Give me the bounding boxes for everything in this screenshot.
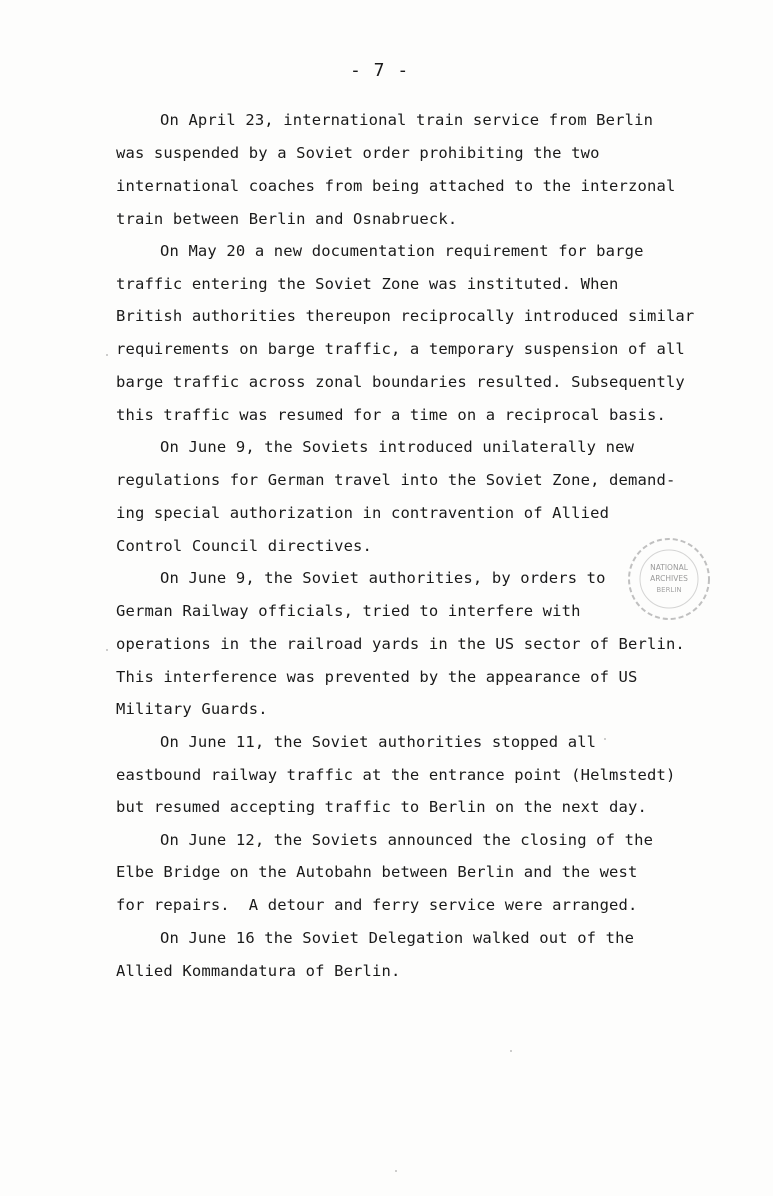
text-line: requirements on barge traffic, a temporary suspension of all: [116, 340, 685, 358]
archive-stamp: [626, 536, 712, 622]
text-line: but resumed accepting traffic to Berlin on the next day.: [116, 798, 647, 816]
text-line: On June 16 the Soviet Delegation walked out of the: [160, 929, 635, 947]
text-line: British authorities thereupon reciprocally introduced similar: [116, 307, 695, 325]
paper-speck: [106, 354, 108, 356]
text-line: eastbound railway traffic at the entrance point (Helmstedt): [116, 766, 676, 784]
text-line: train between Berlin and Osnabrueck.: [116, 210, 458, 228]
stamp-text-line: NATIONAL: [650, 563, 688, 572]
text-line: operations in the railroad yards in the US sector of Berlin.: [116, 635, 685, 653]
text-line: international coaches from being attached to the interzonal: [116, 177, 676, 195]
text-line: This interference was prevented by the appearance of US: [116, 668, 638, 686]
text-line: On April 23, international train service from Berlin: [160, 111, 654, 129]
paper-speck: [106, 649, 108, 651]
page-number: - 7 -: [350, 60, 410, 81]
paper-speck: [395, 1170, 397, 1172]
text-line: barge traffic across zonal boundaries resulted. Subsequently: [116, 373, 685, 391]
text-line: regulations for German travel into the Soviet Zone, demand-: [116, 471, 676, 489]
text-line: traffic entering the Soviet Zone was instituted. When: [116, 275, 619, 293]
text-line: Military Guards.: [116, 700, 268, 718]
stamp-text-line: BERLIN: [656, 586, 682, 594]
text-line: German Railway officials, tried to interfere with: [116, 602, 581, 620]
text-line: On June 9, the Soviets introduced unilaterally new: [160, 438, 635, 456]
text-line: was suspended by a Soviet order prohibiting the two: [116, 144, 600, 162]
stamp-text-line: ARCHIVES: [650, 574, 688, 583]
paper-speck: [510, 1050, 512, 1052]
text-line: ing special authorization in contravention of Allied: [116, 504, 610, 522]
text-line: On June 12, the Soviets announced the closing of the: [160, 831, 654, 849]
text-line: this traffic was resumed for a time on a reciprocal basis.: [116, 406, 666, 424]
text-line: On May 20 a new documentation requirement for barge: [160, 242, 644, 260]
text-line: Allied Kommandatura of Berlin.: [116, 962, 401, 980]
text-line: Elbe Bridge on the Autobahn between Berlin and the west: [116, 863, 638, 881]
text-line: for repairs. A detour and ferry service were arranged.: [116, 896, 638, 914]
paper-speck: [604, 738, 606, 740]
text-line: On June 9, the Soviet authorities, by orders to: [160, 569, 606, 587]
text-line: Control Council directives.: [116, 537, 373, 555]
text-line: On June 11, the Soviet authorities stopped all: [160, 733, 597, 751]
